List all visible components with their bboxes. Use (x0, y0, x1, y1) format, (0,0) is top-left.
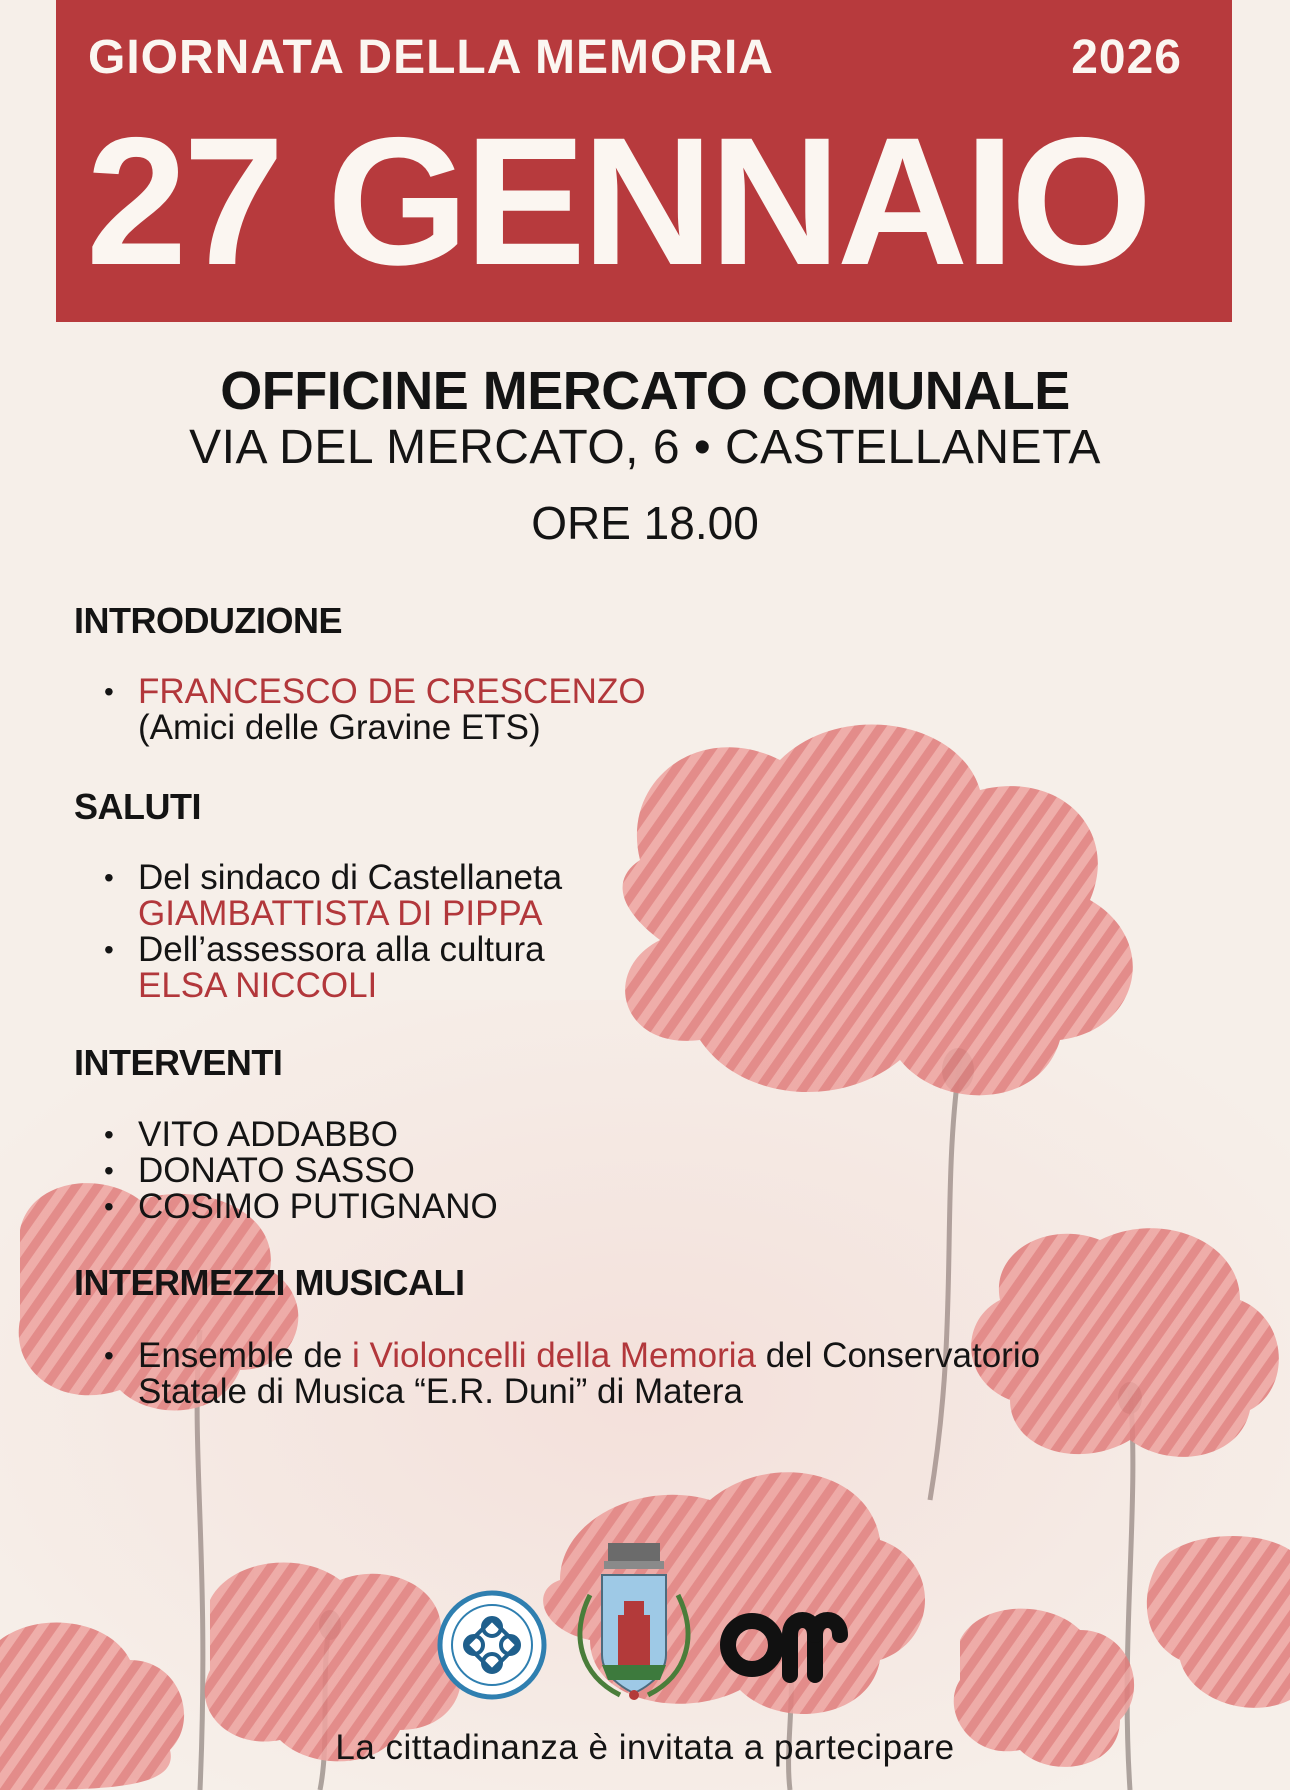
event-time: ORE 18.00 (531, 497, 759, 549)
speaker-name: VITO ADDABBO (138, 1115, 398, 1154)
list-item (104, 1338, 1040, 1410)
introduzione-list (104, 674, 646, 746)
speaker-name: GIAMBATTISTA DI PIPPA (138, 894, 543, 933)
music-prefix: Ensemble de (138, 1336, 353, 1375)
section-heading-musicali: INTERMEZZI MUSICALI (74, 1262, 465, 1303)
speaker-name: ELSA NICCOLI (138, 966, 378, 1005)
music-line-2: Statale di Musica “E.R. Duni” di Matera (138, 1372, 743, 1411)
venue-name: OFFICINE MERCATO COMUNALE (220, 361, 1070, 421)
bullet: • (104, 1119, 114, 1150)
section-heading-interventi: INTERVENTI (74, 1042, 283, 1083)
speaker-affiliation: (Amici delle Gravine ETS) (138, 708, 541, 747)
castle-crest-icon (580, 1543, 688, 1700)
ensemble-name: i Violoncelli della Memoria (352, 1336, 757, 1375)
saluti-list (104, 860, 562, 1004)
list-item (104, 1153, 498, 1189)
bullet: • (104, 1155, 114, 1186)
bullet: • (104, 862, 114, 893)
bullet: • (104, 934, 114, 965)
invitation-text: La cittadinanza è invitata a partecipare (335, 1728, 955, 1767)
section-heading-saluti: SALUTI (74, 786, 201, 827)
list-item (104, 860, 562, 932)
bullet: • (104, 1191, 114, 1222)
celtic-knot-logo-icon (440, 1593, 544, 1697)
music-suffix: del Conservatorio (756, 1336, 1041, 1375)
bullet: • (104, 676, 114, 707)
bullet: • (104, 1340, 114, 1371)
interventi-list (104, 1117, 498, 1225)
speaker-role: Del sindaco di Castellaneta (138, 858, 563, 897)
event-year: 2026 (1071, 31, 1182, 84)
header-banner (56, 0, 1232, 322)
list-item (104, 674, 646, 746)
music-line-1 (138, 1338, 1040, 1374)
speaker-role: Dell’assessora alla cultura (138, 930, 545, 969)
list-item (104, 1117, 498, 1153)
musicali-list (104, 1338, 1040, 1410)
omc-logo-icon (728, 1620, 840, 1675)
event-title: GIORNATA DELLA MEMORIA (88, 31, 774, 84)
venue-address: VIA DEL MERCATO, 6 • CASTELLANETA (189, 421, 1101, 474)
list-item (104, 1189, 498, 1225)
speaker-name: DONATO SASSO (138, 1151, 415, 1190)
speaker-name: FRANCESCO DE CRESCENZO (138, 672, 646, 711)
partner-logos (0, 1535, 1290, 1705)
speaker-name: COSIMO PUTIGNANO (138, 1187, 498, 1226)
section-heading-introduzione: INTRODUZIONE (74, 600, 342, 641)
list-item (104, 932, 562, 1004)
event-date: 27 GENNAIO (86, 99, 1149, 303)
